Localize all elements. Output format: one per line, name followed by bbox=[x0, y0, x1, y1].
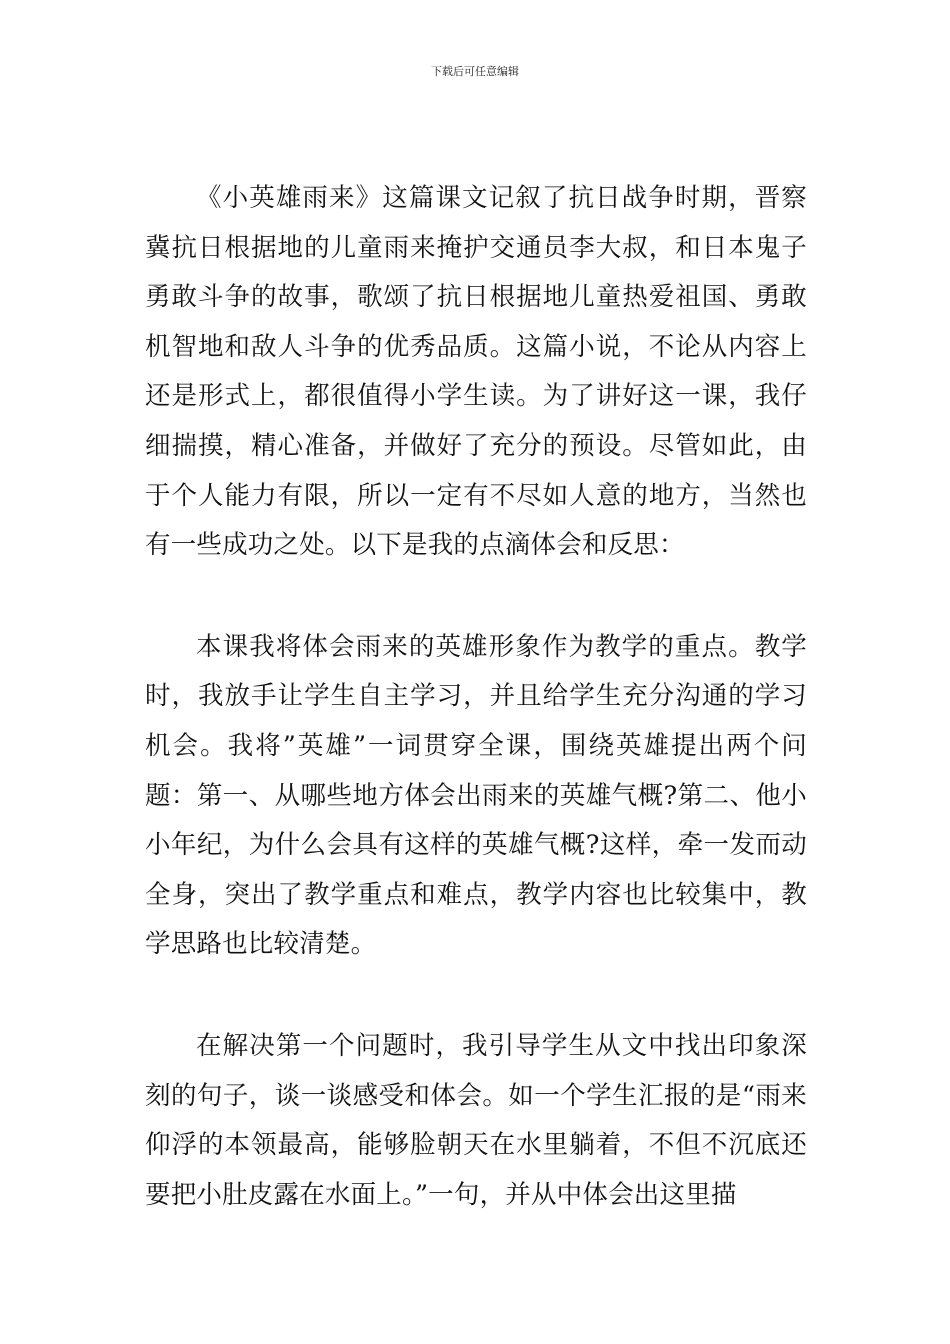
page-header-note: 下载后可任意编辑 bbox=[431, 65, 519, 78]
document-body bbox=[145, 174, 807, 1272]
paragraph-1: 《小英雄雨来》这篇课文记叙了抗日战争时期，晋察冀抗日根据地的儿童雨来掩护交通员李大叔，和日本鬼子勇敢斗争的故事，歌颂了抗日根据地儿童热爱祖国、勇敢机智地和敌人斗争的优秀品质。这篇小说，不论从内容上还是形式上，都很值得小学生读。为了讲好这一课，我仔细揣摸，精心准备，并做好了充分的预设。尽管如此，由于个人能力有限，所以一定有不尽如人意的地方，当然也有一些成功之处。以下是我的点滴体会和反思： bbox=[145, 183, 807, 561]
paragraph-3: 在解决第一个问题时，我引导学生从文中找出印象深刻的句子，谈一谈感受和体会。如一个学生汇报的是“雨来仰浮的本领最高，能够脸朝天在水里躺着，不但不沉底还要把小肚皮露在水面上。”一句，并从中体会出这里描 bbox=[145, 1030, 807, 1210]
paragraph-2: 本课我将体会雨来的英雄形象作为教学的重点。教学时，我放手让学生自主学习，并且给学生充分沟通的学习机会。我将”英雄”一词贯穿全课，围绕英雄提出两个问题：第一、从哪些地方体会出雨来的英雄气概?第二、他小小年纪，为什么会具有这样的英雄气概?这样，牵一发而动全身，突出了教学重点和难点，教学内容也比较集中，教学思路也比较清楚。 bbox=[145, 631, 807, 960]
